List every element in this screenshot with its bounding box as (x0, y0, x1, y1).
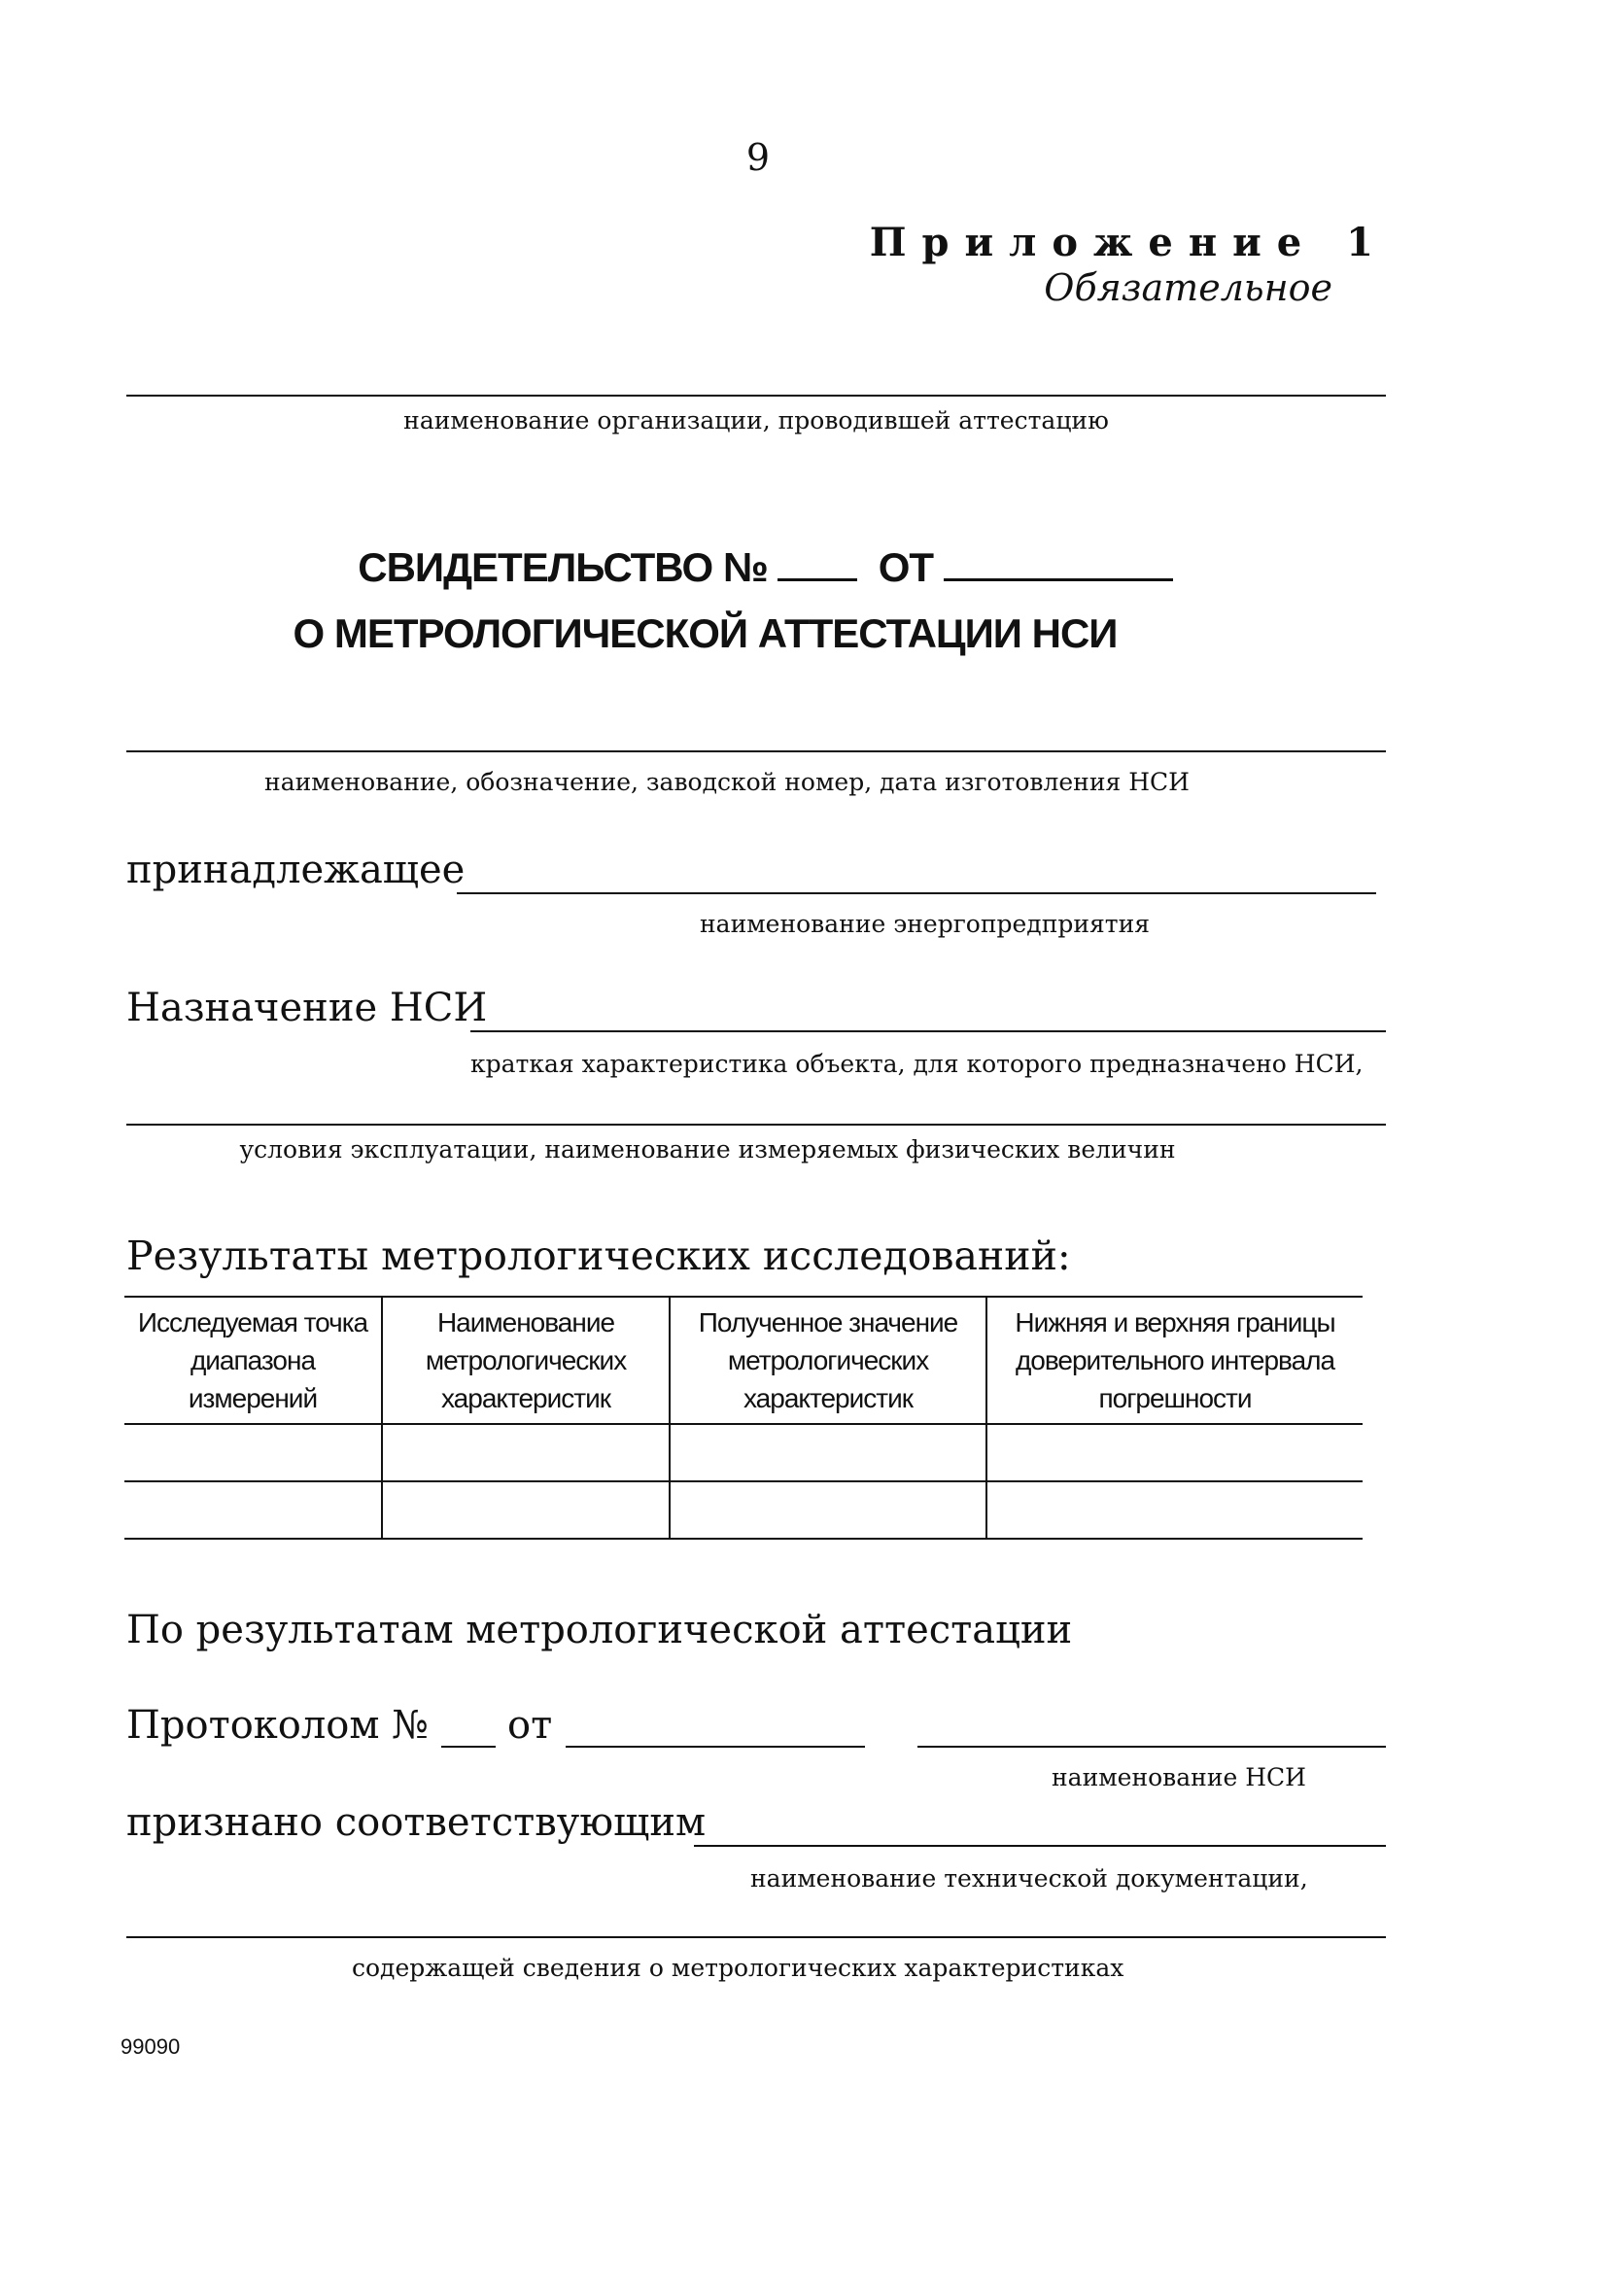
purpose-line (470, 1030, 1386, 1032)
certificate-date-label: ОТ (878, 544, 934, 590)
table-row (124, 1424, 1363, 1481)
protocol-date-blank (566, 1746, 865, 1748)
doc-caption-1: наименование технической документации, (750, 1864, 1308, 1893)
results-table (124, 1296, 1363, 1540)
device-caption: наименование, обозначение, заводской номер, дата изготовления НСИ (264, 768, 1190, 796)
table-cell (670, 1424, 986, 1481)
certificate-date-blank (944, 577, 1173, 581)
table-cell (124, 1424, 382, 1481)
table-cell (382, 1481, 670, 1539)
header-measurement-point: Исследуемая точка диапазона измерений (124, 1297, 382, 1424)
organization-line (126, 395, 1386, 397)
recognized-label: признано соответствующим (126, 1800, 707, 1845)
device-line (126, 750, 1386, 752)
page-number: 9 (745, 136, 771, 179)
header-confidence-bounds: Нижняя и верхняя границы доверительного интервала погрешности (986, 1297, 1363, 1424)
certificate-title-line2: О МЕТРОЛОГИЧЕСКОЙ АТТЕСТАЦИИ НСИ (293, 610, 1118, 656)
table-cell (986, 1424, 1363, 1481)
doc-line (126, 1936, 1386, 1938)
table-row (124, 1481, 1363, 1539)
conclusion-line: По результатам метрологической аттестации (126, 1608, 1073, 1652)
table-cell (670, 1481, 986, 1539)
header-obtained-value: Полученное значение метрологических характеристик (670, 1297, 986, 1424)
belongs-label: принадлежащее (126, 848, 466, 892)
table-cell (124, 1481, 382, 1539)
belongs-line (457, 892, 1376, 894)
conditions-line (126, 1124, 1386, 1126)
protocol-number-blank (441, 1746, 496, 1748)
certificate-title-line1 (0, 544, 1577, 591)
certificate-number-label: СВИДЕТЕЛЬСТВО № (358, 544, 768, 590)
appendix-title: Приложение 1 (869, 220, 1389, 265)
header-characteristic-name: Наименование метрологических характеристик (382, 1297, 670, 1424)
document-code: 99090 (121, 2034, 181, 2059)
belongs-caption: наименование энергопредприятия (700, 910, 1151, 938)
protocol-from-label: от (507, 1703, 553, 1748)
recognized-line (694, 1845, 1386, 1847)
results-title: Результаты метрологических исследований: (126, 1233, 1071, 1279)
table-cell (986, 1481, 1363, 1539)
certificate-number-blank (777, 577, 857, 581)
doc-caption-2: содержащей сведения о метрологических характеристиках (352, 1954, 1124, 1982)
purpose-label: Назначение НСИ (126, 986, 488, 1030)
nsi-name-line (917, 1746, 1386, 1748)
appendix-subtitle: Обязательное (1044, 266, 1332, 309)
nsi-caption: наименование НСИ (1052, 1763, 1306, 1791)
purpose-caption-1: краткая характеристика объекта, для которого предназначено НСИ, (470, 1050, 1364, 1078)
table-cell (382, 1424, 670, 1481)
organization-caption: наименование организации, проводившей аттестацию (403, 406, 1109, 434)
protocol-label: Протоколом № (126, 1703, 430, 1748)
purpose-caption-2: условия эксплуатации, наименование измеряемых физических величин (239, 1135, 1176, 1163)
results-header-row (124, 1297, 1363, 1424)
